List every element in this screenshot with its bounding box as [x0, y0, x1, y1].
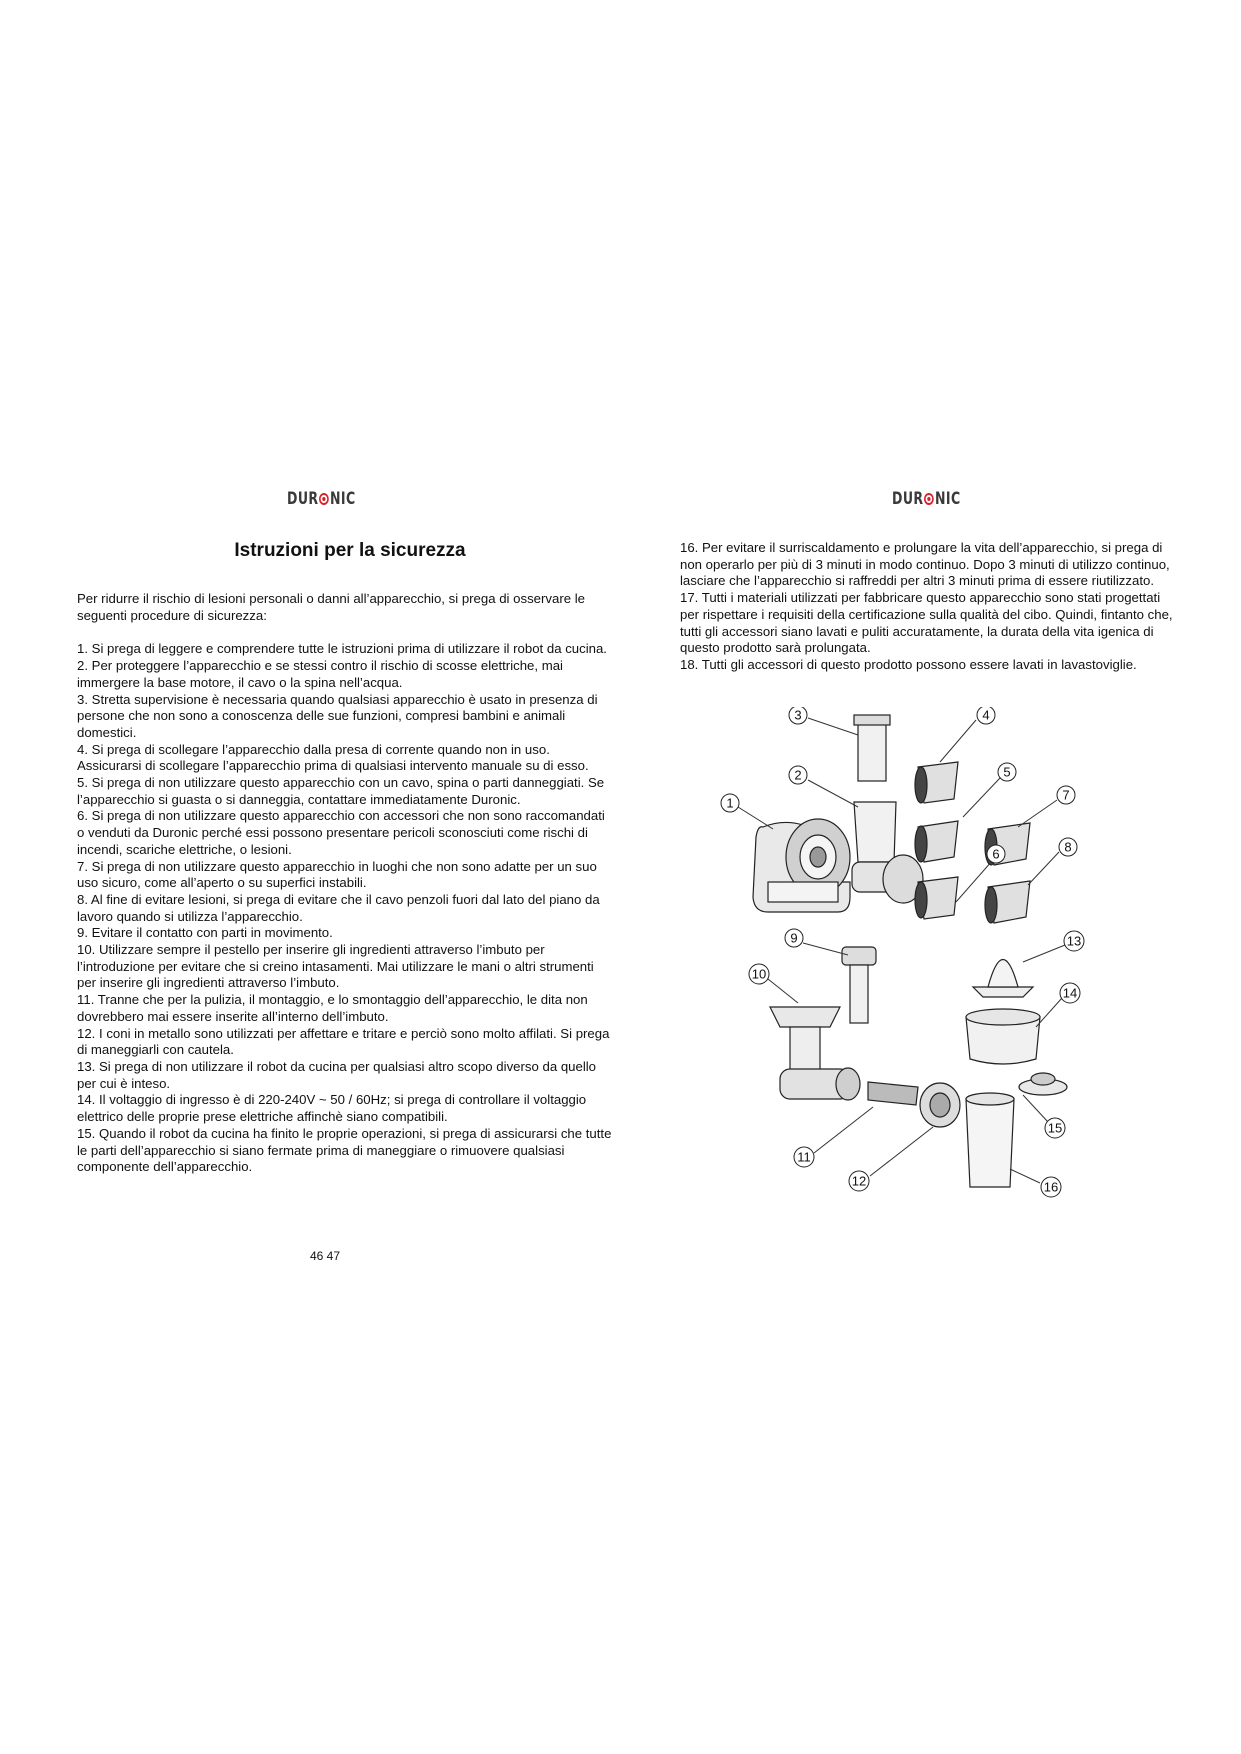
- safety-item-6: 6. Si prega di non utilizzare questo apparecchio con accessori che non sono raccomandati o venduti da Duronic perché essi possono presentare pericoli sconosciuti come rischi di incendi, scariche elettriche, o lesioni.: [77, 808, 605, 857]
- right-column: [680, 540, 1180, 674]
- part-mincer-pusher: [842, 947, 876, 1023]
- callout-5: [998, 763, 1016, 781]
- svg-text:9: 9: [790, 930, 798, 946]
- safety-item-18: 18. Tutti gli accessori di questo prodotto possono essere lavati in lavastoviglie.: [680, 656, 1137, 672]
- safety-item-3: 3. Stretta supervisione è necessaria quando qualsiasi apparecchio è usato in presenza di persone che non sono a conoscenza delle sue funzioni, compresi bambini e animali domestici.: [77, 691, 598, 740]
- callout-14: [1060, 983, 1080, 1003]
- svg-text:11: 11: [797, 1149, 811, 1165]
- safety-item-13: 13. Si prega di non utilizzare il robot da cucina per qualsiasi altro scopo diverso da quello per cui è inteso.: [77, 1058, 597, 1091]
- callout-10: [749, 964, 769, 984]
- safety-item-15: 15. Quando il robot da cucina ha finito le proprie operazioni, si prega di assicurarsi che tutte le parti dell’apparecchio si siano fermate prima di maneggiare o rimuovere qualsiasi componente dell’apparecchio.: [77, 1125, 612, 1175]
- svg-text:2: 2: [794, 767, 802, 783]
- leader-lines: [738, 718, 1065, 1183]
- duronic-logo-left: DUR NIC: [287, 489, 356, 509]
- safety-item-16: 16. Per evitare il surriscaldamento e prolungare la vita dell’apparecchio, si prega di non operarlo per più di 3 minuti in modo continuo. Dopo 3 minuti di utilizzo continuo, lasciare che l’apparecchio si raffreddi per altri 3 minuti prima di essere riutilizzato.: [680, 540, 1170, 589]
- part-cup: [966, 1093, 1014, 1187]
- callout-6: [987, 845, 1005, 863]
- safety-item-1: 1. Si prega di leggere e comprendere tutte le istruzioni prima di utilizzare il robot da cucina.: [77, 641, 607, 657]
- part-slicer-housing: [852, 802, 923, 903]
- part-cone-6: [915, 877, 958, 919]
- safety-item-8: 8. Al fine di evitare lesioni, si prega di evitare che il cavo penzoli fuori dal lato del piano da lavoro quando si utilizza l’apparecchio.: [77, 891, 600, 924]
- safety-item-4: 4. Si prega di scollegare l’apparecchio dalla presa di corrente quando non in uso. Assicurarsi di scollegare l’apparecchio prima di qualsiasi intervento manuale su di esso.: [77, 741, 589, 774]
- safety-item-5: 5. Si prega di non utilizzare questo apparecchio con un cavo, spina o parti danneggiati. Se l’apparecchio si guasta o si danneggia, contattare immediatamente Duronic.: [77, 775, 605, 807]
- callout-4: [977, 707, 995, 724]
- safety-item-12: 12. I coni in metallo sono utilizzati per affettare e tritare e perciò sono molto affilati. Si prega di maneggiarli con cautela.: [77, 1025, 610, 1058]
- svg-text:14: 14: [1062, 985, 1078, 1001]
- svg-text:10: 10: [751, 966, 767, 982]
- svg-text:5: 5: [1003, 764, 1011, 780]
- callout-12: [849, 1171, 869, 1191]
- svg-text:8: 8: [1064, 839, 1072, 855]
- callout-11: [794, 1147, 814, 1167]
- part-juice-bowl: [966, 1009, 1040, 1064]
- part-cone-8: [985, 881, 1030, 923]
- callouts: [721, 707, 1084, 1197]
- part-cone-5: [915, 821, 958, 862]
- part-mincer-housing: [770, 1007, 860, 1100]
- part-screw: [868, 1082, 918, 1105]
- callout-8: [1059, 838, 1077, 856]
- duronic-logo-right: DUR NIC: [892, 489, 961, 509]
- page-title: Istruzioni per la sicurezza: [234, 540, 466, 561]
- part-lid: [1019, 1073, 1067, 1095]
- callout-7: [1057, 786, 1075, 804]
- safety-item-11: 11. Tranne che per la pulizia, il montaggio, e lo smontaggio dell’apparecchio, le dita non dovrebbero mai essere inserite all’interno dell’imbuto.: [77, 992, 588, 1024]
- page-numbers: 46 47: [310, 1249, 341, 1263]
- svg-text:6: 6: [992, 846, 1000, 862]
- callout-1: [721, 794, 739, 812]
- parts-diagram: [718, 707, 1098, 1207]
- safety-item-7: 7. Si prega di non utilizzare questo apparecchio in luoghi che non sono adatte per un suo uso sicuro, come all’aperto o su superfici instabili.: [77, 858, 597, 891]
- part-pusher: [854, 715, 890, 781]
- safety-item-17: 17. Tutti i materiali utilizzati per fabbricare questo apparecchio sono stati progettati per rispettare i requisiti della certificazione sulla qualità del cibo. Quindi, fintanto che, tutti gli accessori siano lavati e puliti accuratamente, la durata della vita igenica di questo prodotto sarà prolungata.: [680, 590, 1173, 656]
- callout-16: [1041, 1177, 1061, 1197]
- svg-text:16: 16: [1043, 1179, 1059, 1195]
- safety-item-14: 14. Il voltaggio di ingresso è di 220-240V ~ 50 / 60Hz; si prega di controllare il voltaggio elettrico delle proprie prese elettriche affinchè siano compatibili.: [77, 1092, 587, 1125]
- part-end-cap: [920, 1083, 960, 1127]
- part-motor-base: [753, 819, 850, 912]
- part-citrus-reamer: [973, 960, 1033, 998]
- svg-text:15: 15: [1047, 1120, 1063, 1136]
- callout-9: [785, 929, 803, 947]
- logo-target-icon: [924, 493, 934, 505]
- callout-2: [789, 766, 807, 784]
- svg-text:3: 3: [794, 707, 802, 723]
- svg-text:12: 12: [851, 1173, 867, 1189]
- left-column: [77, 591, 612, 1176]
- safety-item-9: 9. Evitare il contatto con parti in movimento.: [77, 925, 333, 941]
- logo-target-icon: [319, 493, 329, 505]
- safety-item-10: 10. Utilizzare sempre il pestello per inserire gli ingredienti attraverso l’imbuto per l’introduzione per evitare che si creino intasamenti. Mai utilizzare le mani o altri strumenti per inserire gli ingredienti attraverso l’imbuto.: [77, 942, 594, 991]
- svg-text:7: 7: [1062, 787, 1070, 803]
- callout-3: [789, 707, 807, 724]
- svg-text:13: 13: [1066, 933, 1082, 949]
- callout-13: [1064, 931, 1084, 951]
- svg-text:4: 4: [982, 707, 990, 723]
- safety-item-2: 2. Per proteggere l’apparecchio e se stessi contro il rischio di scosse elettriche, mai immergere la base motore, il cavo o la spina nell’acqua.: [77, 658, 563, 690]
- part-cone-4: [915, 762, 958, 803]
- callout-15: [1045, 1118, 1065, 1138]
- svg-text:1: 1: [726, 795, 734, 811]
- intro-paragraph: Per ridurre il rischio di lesioni personali o danni all’apparecchio, si prega di osservare le seguenti procedure di sicurezza:: [77, 591, 585, 623]
